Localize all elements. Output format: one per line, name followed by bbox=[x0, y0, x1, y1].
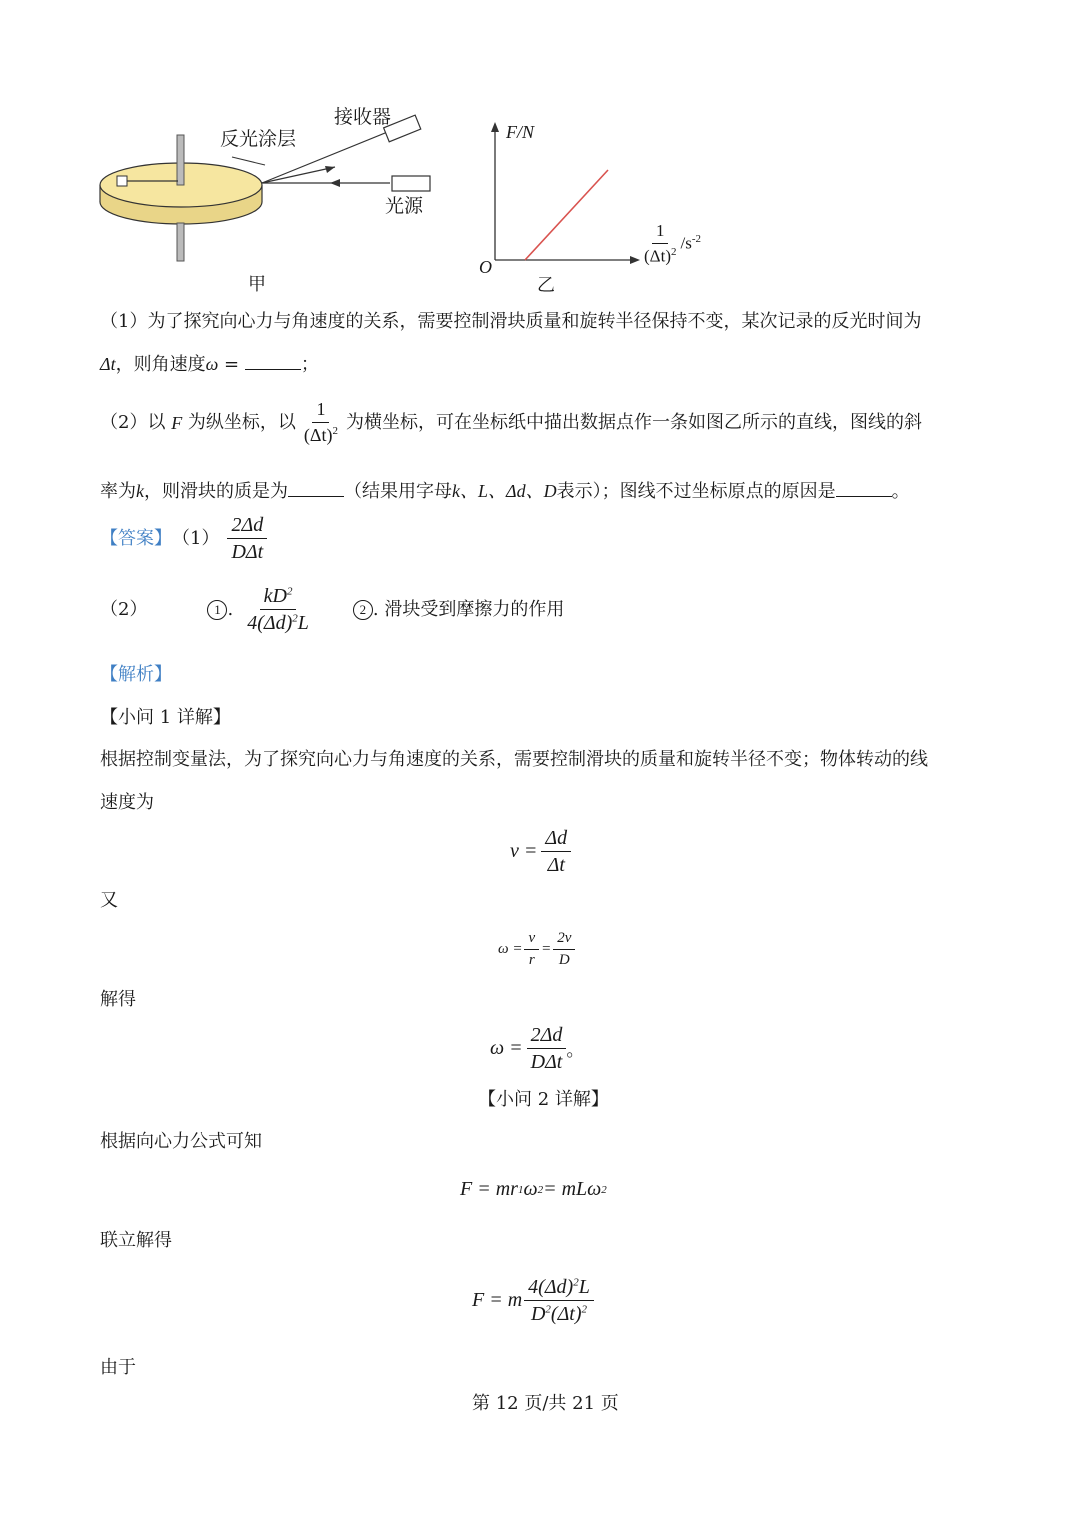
shaft-top bbox=[177, 135, 184, 185]
equation-v: v = $\frac{\Delta d}{\Delta t}$ bbox=[510, 827, 571, 876]
x-axis-label: $\frac{1}{(\Delta t)^2}$ $/s^{-2}$ bbox=[644, 221, 701, 266]
fit-line bbox=[525, 170, 608, 260]
equation-omega-result: ω = $\frac{2\Delta d}{\text{DΔt}}$ 。 bbox=[490, 1024, 585, 1073]
answer-blank bbox=[836, 482, 892, 497]
you-text: 又 bbox=[100, 890, 118, 911]
light-source-box bbox=[392, 176, 430, 191]
coating-label: 反光涂层 bbox=[220, 128, 297, 150]
equation-force2: F = m $\frac{4(\Delta d)^2L}{D^2(\Delta t)^2}$ bbox=[472, 1276, 594, 1325]
answer-line1: 【答案】 （1） $\frac{2\Delta d}{\text{DΔt}}$ bbox=[100, 514, 267, 563]
analysis-para1b: 速度为 bbox=[100, 792, 154, 813]
q2-line2: 率为k，则滑块的质是为 （结果用字母k、L、Δd、D表示）；图线不过坐标原点的原因是 。 bbox=[100, 481, 910, 502]
analysis-para1a: 根据控制变量法，为了探究向心力与角速度的关系，需要控制滑块的质量和旋转半径不变；物体转动的线 bbox=[100, 749, 928, 770]
answer-blank bbox=[245, 355, 301, 370]
q1-line2: Δt，则角速度ω = ； bbox=[100, 354, 319, 375]
sub2-title: 【小问 2 详解】 bbox=[478, 1089, 609, 1110]
receiver-label: 接收器 bbox=[334, 106, 392, 128]
slider-block bbox=[117, 176, 127, 186]
page-footer: 第 12 页/共 21 页 bbox=[472, 1393, 619, 1414]
q1-line1: （1）为了探究向心力与角速度的关系，需要控制滑块质量和旋转半径保持不变，某次记录的反光时间为 bbox=[100, 311, 922, 332]
figure-b-caption: 乙 bbox=[537, 275, 555, 296]
lianli-text: 联立解得 bbox=[100, 1230, 172, 1251]
youyu-text: 由于 bbox=[100, 1357, 136, 1378]
sub1-title: 【小问 1 详解】 bbox=[100, 707, 231, 728]
equation-force1: F = mr 1 ω 2 = mLω 2 bbox=[460, 1178, 607, 1200]
q2-line1: （2）以 F 为纵坐标，以 $\frac{1}{(\Delta t)^2}$ 为横坐标，可在坐标纸中描出数据点作一条如图乙所示的直线，图线的斜 bbox=[100, 399, 922, 445]
equation-omega-def: ω = $\frac{v}{r}$ = $\frac{2v}{D}$ bbox=[498, 930, 575, 968]
analysis-para2: 根据向心力公式可知 bbox=[100, 1131, 262, 1152]
answer-line2: （2） 1 . $\frac{kD^2}{4(\Delta d)^2L}$ 2 . 滑块受到摩擦力的作用 bbox=[100, 585, 565, 634]
answer-blank bbox=[288, 482, 344, 497]
figure-a-caption: 甲 bbox=[248, 274, 266, 295]
y-axis-label: F/N bbox=[506, 122, 535, 142]
shaft-bottom bbox=[177, 223, 184, 261]
origin-label: O bbox=[479, 257, 492, 277]
jiede-text: 解得 bbox=[100, 989, 136, 1010]
analysis-tag: 【解析】 bbox=[100, 664, 172, 685]
light-source-label: 光源 bbox=[385, 195, 424, 217]
